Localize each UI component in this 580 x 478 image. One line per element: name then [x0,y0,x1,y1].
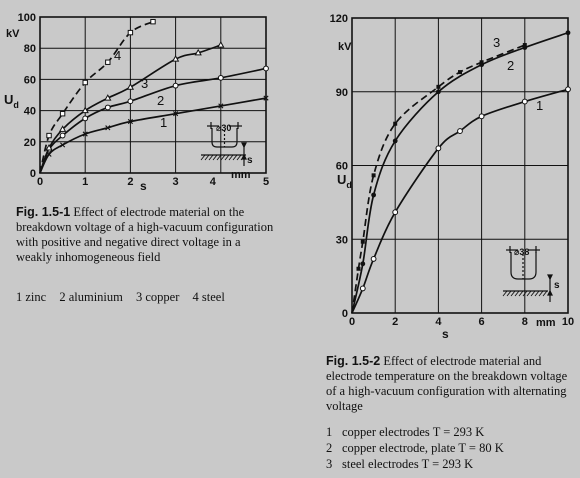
hatch-line [519,291,523,296]
data-point [566,87,571,92]
hatch-line [511,291,515,296]
data-point [360,286,365,291]
legend-num: 3 [326,457,333,471]
figure-2-chart [310,0,580,345]
data-point [522,99,527,104]
y-tick-label: 120 [329,13,348,25]
y-tick-label: 60 [335,160,348,173]
x-axis-label: s [140,179,147,193]
hatch-line [507,291,511,296]
series-line [40,98,266,173]
y-tick-label: 90 [335,86,348,99]
data-point [60,133,65,138]
curve-label-2: 2 [157,93,165,108]
curve-label-3: 3 [493,35,501,50]
data-point [218,42,224,47]
data-point [128,84,134,89]
curve-label-1: 1 [536,98,544,113]
hatch-line [229,155,233,160]
y-tick-label: 80 [23,43,36,56]
x-tick-label: 0 [36,176,44,188]
x-tick-label: 8 [521,316,528,328]
y-axis-label: $U_d$ [337,172,352,190]
inset-gap-label: s [554,280,560,291]
hatch-line [531,291,535,296]
data-point [393,139,398,144]
data-point [218,75,223,80]
hatch-line [515,291,519,296]
curve-labels [493,35,543,113]
curve-label-4: 4 [114,48,122,63]
y-tick-label: 60 [23,74,36,87]
y-axis-label: $U_d$ [4,92,19,110]
y-tick-label: 100 [17,12,36,24]
data-point [393,122,397,126]
data-point [372,173,376,177]
data-point [436,146,441,151]
figure-1-caption [16,205,276,265]
figure-1-chart [0,0,300,200]
figure-2-caption [326,354,576,414]
legend-num: 1 [326,425,333,439]
data-point [128,99,133,104]
figure-2-legend [326,424,504,472]
figure-2-number: Fig. 1.5-2 [326,354,381,368]
data-point [480,60,484,64]
figure-1-caption-text: Effect of electrode material on the breakdown voltage of a high-vacuum configuration with positive and negative direct voltage in a weakly inhomogeneous field [16,205,274,264]
data-point [360,261,365,266]
legend-item [326,424,504,440]
data-point [151,19,155,23]
data-point [83,80,87,84]
legend-num: 2 [326,441,333,455]
data-point [106,60,110,64]
tick-labels [18,12,269,188]
data-point [105,95,111,100]
y-tick-label: 40 [23,105,36,118]
series [40,19,268,173]
x-unit-label: mm [231,169,251,181]
data-point [105,105,110,110]
x-tick-label: 2 [127,176,134,188]
legend-item [326,440,504,456]
series [352,30,570,313]
x-tick-label: 3 [172,176,179,188]
hatch-line [213,155,217,160]
x-tick-label: 4 [209,176,216,188]
grid [40,17,266,173]
curve-labels [114,48,167,130]
figure-2-caption-text: Effect of electrode material and electrode temperature on the breakdown voltage of a high-vacuum configuration with alternating voltage [326,354,568,413]
series-1 [352,87,570,313]
hatch-line [237,155,241,160]
x-tick-label: 0 [348,316,356,328]
hatch-line [535,291,539,296]
inset-diameter-label: ⌀38 [514,247,530,257]
data-point [523,43,527,47]
y-tick-label: 30 [335,234,348,247]
data-point [458,129,463,134]
hatch-line [221,155,225,160]
legend-item: 1 zinc [16,290,47,304]
hatch-line [209,155,213,160]
hatch-line [543,291,547,296]
hatch-line [233,155,237,160]
x-tick-label: 2 [392,316,399,328]
data-point [361,240,365,244]
y-unit-label: kV [338,41,352,53]
hatch-line [205,155,209,160]
figure-1-number: Fig. 1.5-1 [16,205,71,219]
x-unit-label: mm [536,317,556,329]
legend-text: steel electrodes T = 293 K [342,457,474,471]
data-point [479,114,484,119]
x-tick-label: 4 [435,316,442,328]
legend-item: 2 aluminium [59,290,123,304]
hatch-line [201,155,205,160]
data-point [566,30,571,35]
curve-label-2: 2 [507,58,515,73]
hatch-line [503,291,507,296]
series-1 [40,96,268,173]
y-tick-label: 0 [29,168,36,180]
data-point [264,66,269,71]
inset-diameter-label: ⌀30 [216,123,232,133]
hatch-line [225,155,229,160]
x-tick-label: 10 [561,316,575,328]
curve-label-1: 1 [160,115,168,130]
data-point [128,30,132,34]
series-line [40,68,266,173]
data-point [356,267,360,271]
data-point [371,193,376,198]
hatch-line [527,291,531,296]
data-point [83,116,88,121]
y-unit-label: kV [6,28,20,40]
x-tick-label: 1 [82,176,89,188]
plot-frame [40,17,266,173]
x-tick-label: 6 [478,316,485,328]
series-4 [40,19,155,173]
data-point [60,112,64,116]
data-point [393,210,398,215]
inset-gap-label: s [247,155,253,166]
x-tick-label: 5 [262,176,270,188]
y-tick-label: 0 [341,308,348,320]
curve-label-3: 3 [141,76,149,91]
legend-text: copper electrodes T = 293 K [342,425,485,439]
legend-item: 4 steel [192,290,225,304]
data-point [371,257,376,262]
legend-item [326,456,504,472]
y-tick-label: 20 [23,136,36,149]
series-line [352,89,568,313]
data-point [195,50,201,55]
data-point [173,83,178,88]
data-point [458,70,462,74]
legend-item: 3 copper [136,290,180,304]
hatch-line [539,291,543,296]
series-line [40,22,153,173]
data-point [436,89,441,94]
data-point [173,56,179,61]
figure-1-legend [16,290,235,305]
data-point [436,85,440,89]
ground-plate-hatch [201,155,245,160]
legend-text: copper electrode, plate T = 80 K [342,441,504,455]
data-point [47,133,51,137]
x-axis-label: s [442,327,449,341]
